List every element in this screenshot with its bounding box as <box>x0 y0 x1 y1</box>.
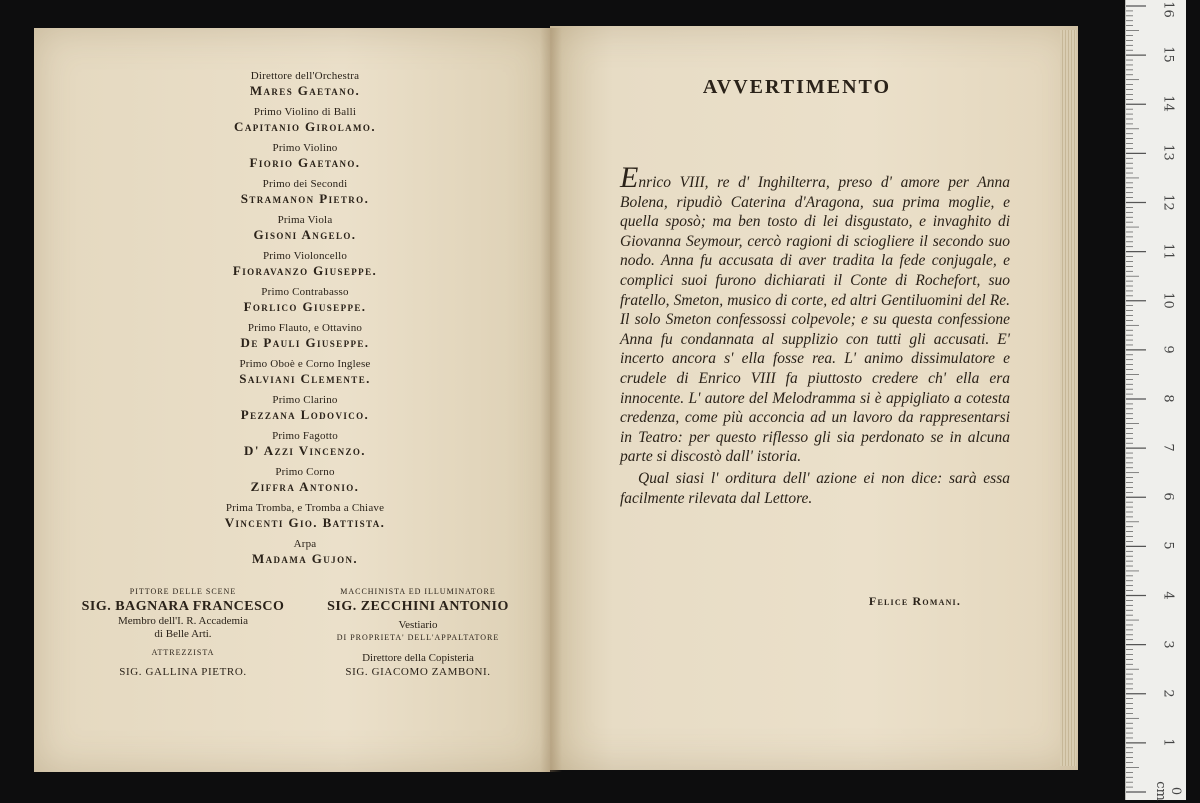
ruler-number: 14 <box>1160 95 1176 113</box>
staff-name: Vincenti Gio. Battista. <box>224 515 386 530</box>
machinist-name: SIG. ZECCHINI ANTONIO <box>327 599 509 614</box>
painter-note: Membro dell'I. R. Accademia <box>118 615 248 627</box>
page-title: AVVERTIMENTO <box>702 76 892 98</box>
staff-name: Capitanio Girolamo. <box>234 119 376 134</box>
staff-entry <box>140 394 470 423</box>
ruler-number: 10 <box>1160 291 1176 309</box>
staff-role: Primo Violoncello <box>262 250 348 262</box>
staff-name: Fiorio Gaetano. <box>249 155 361 170</box>
avvertimento-text <box>620 161 1010 508</box>
staff-entry <box>140 178 470 207</box>
ruler-number: 13 <box>1160 144 1176 162</box>
staff-name: Salviani Clemente. <box>239 371 371 386</box>
props-label: ATTREZZISTA <box>151 648 215 657</box>
staff-role: Direttore dell'Orchestra <box>250 70 360 82</box>
staff-name: Pezzana Lodovico. <box>240 407 370 422</box>
ruler-number: 15 <box>1160 46 1176 63</box>
ruler-number: 16 <box>1160 1 1176 18</box>
staff-entry <box>140 142 470 171</box>
staff-role: Primo Violino <box>272 142 338 154</box>
staff-role: Primo Flauto, e Ottavino <box>247 322 363 334</box>
ruler-number: 8 <box>1160 394 1176 403</box>
painter-label: PITTORE DELLE SCENE <box>129 587 237 596</box>
staff-role: Primo Violino di Balli <box>253 106 357 118</box>
ruler-number: 9 <box>1160 345 1176 354</box>
copy-name: SIG. GIACOMO ZAMBONI. <box>345 666 491 678</box>
credits-left-column <box>78 586 288 679</box>
book-gutter <box>540 28 562 772</box>
staff-name: D' Azzi Vincenzo. <box>244 443 366 458</box>
staff-role: Arpa <box>293 538 317 550</box>
staff-role: Prima Tromba, e Tromba a Chiave <box>225 502 385 514</box>
staff-entry <box>140 538 470 567</box>
staff-name: Ziffra Antonio. <box>250 479 360 494</box>
staff-entry <box>140 70 470 99</box>
staff-entry <box>140 250 470 279</box>
orchestra-staff-list <box>140 70 470 567</box>
paragraph-1-text: nrico VIII, re d' Inghilterra, preso d' amore per Anna Bolena, ripudiò Caterina d'Aragona, sua prima moglie, e quella sposò; ma ben tosto di lei disgustato, e invaghito di Giovanna Seymour, cercò ragioni di sciogliere il secondo suo nodo. Anna fu accusata di aver tradita la fede conjugale, e complici suoi furono dichiarati il Conte di Rochefort, suo fratello, Smeton, musico di corte, ed altri Gentiluomini del Re. Il solo Smeton confessossi colpevole; e su questa confessione Anna fu condannata al supplizio con tutti gli accusati. E' incerto ancora s' ella fosse rea. L' animo dissimulatore e crudele di Enrico VIII fa piuttosto credere ch' ella era innocente. L' autore del Melodramma si è appigliato a cotesta credenza, come più acconcia ad un lavoro da rappresentarsi in Teatro: per questo riflesso gli sia perdonato se in alcuna parte si discostò dall' istoria. <box>620 174 1010 466</box>
ruler-ticks <box>1126 0 1150 800</box>
staff-name: Forlico Giuseppe. <box>243 299 367 314</box>
staff-role: Primo Oboè e Corno Inglese <box>239 358 371 370</box>
staff-name: Gisoni Angelo. <box>253 227 357 242</box>
ruler-number: 7 <box>1160 443 1176 452</box>
author-signature: Felice Romani. <box>868 594 962 608</box>
staff-role: Prima Viola <box>277 214 333 226</box>
measuring-ruler <box>1125 0 1186 800</box>
staff-entry <box>140 106 470 135</box>
costume-note: DI PROPRIETA' DELL'APPALTATORE <box>336 633 500 642</box>
staff-role: Primo Contrabasso <box>261 286 349 298</box>
staff-entry <box>140 358 470 387</box>
ruler-number: 4 <box>1160 590 1176 600</box>
ruler-number: 12 <box>1160 193 1176 211</box>
staff-role: Primo Fagotto <box>272 430 338 442</box>
machinist-label: MACCHINISTA ED ILLUMINATORE <box>340 587 496 596</box>
ruler-number: 1 <box>1160 738 1176 747</box>
staff-name: Stramanon Pietro. <box>240 191 370 206</box>
staff-entry <box>140 214 470 243</box>
page-edge <box>1060 30 1076 766</box>
ruler-number: 2 <box>1160 689 1176 698</box>
painter-name: SIG. BAGNARA FRANCESCO <box>81 599 285 614</box>
copy-label: Direttore della Copisteria <box>362 652 474 664</box>
staff-role: Primo Corno <box>275 466 335 478</box>
staff-entry <box>140 502 470 531</box>
staff-name: Fioravanzo Giuseppe. <box>232 263 378 278</box>
staff-name: Mares Gaetano. <box>249 83 361 98</box>
credits-right-column <box>318 586 518 679</box>
costume-label: Vestiario <box>398 619 438 631</box>
props-name: SIG. GALLINA PIETRO. <box>119 666 247 678</box>
staff-entry <box>140 430 470 459</box>
staff-name: Madama Gujon. <box>251 551 359 566</box>
ruler-number: 5 <box>1160 541 1176 551</box>
staff-role: Primo Clarino <box>272 394 338 406</box>
ruler-number: 6 <box>1160 492 1176 501</box>
stage-credits <box>78 586 518 726</box>
ruler-number: 11 <box>1160 242 1176 260</box>
drop-capital: E <box>620 161 639 194</box>
ruler-number: 3 <box>1160 639 1176 649</box>
staff-entry <box>140 322 470 351</box>
staff-role: Primo dei Secondi <box>262 178 348 190</box>
paragraph-second: Qual siasi l' orditura dell' azione ei non dice: sarà essa facilmente rilevata dal Lettore. <box>620 469 1010 507</box>
paragraph-first <box>620 161 1010 467</box>
ruler-number: 0 cm <box>1153 781 1183 801</box>
staff-entry <box>140 286 470 315</box>
painter-note: di Belle Arti. <box>154 628 212 640</box>
staff-name: De Pauli Giuseppe. <box>240 335 370 350</box>
staff-entry <box>140 466 470 495</box>
